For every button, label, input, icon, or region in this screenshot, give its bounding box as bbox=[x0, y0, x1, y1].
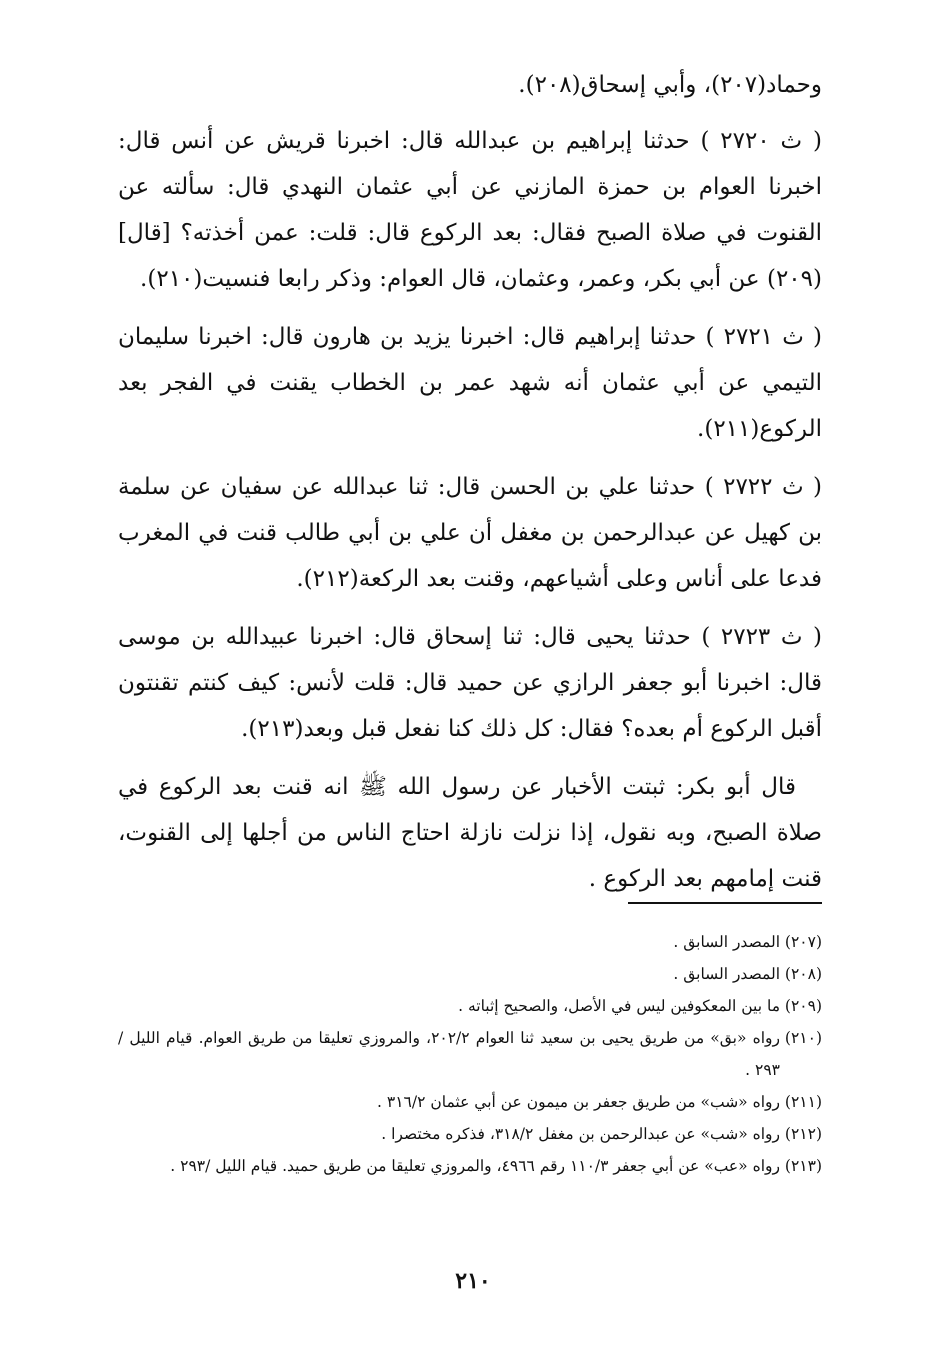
closing-paragraph: قال أبو بكر: ثبتت الأخبار عن رسول الله ﷺ انه قنت بعد الركوع في صلاة الصبح، وبه نقول، إذا نزلت نازلة احتاج الناس من أجلها إلى القنوت، قنت إمامهم بعد الركوع . bbox=[118, 774, 822, 892]
footnote-209 bbox=[118, 990, 822, 1022]
hadith-2720 bbox=[118, 118, 822, 302]
hadith-text: حدثنا إبراهيم قال: اخبرنا يزيد بن هارون قال: اخبرنا سليمان التيمي عن أبي عثمان أنه شهد عمر بن الخطاب يقنت في الفجر بعد الركوع(٢١١). bbox=[118, 324, 822, 442]
footnotes bbox=[118, 926, 822, 1182]
footnote-text: رواه «بق» من طريق يحيى بن سعيد ثنا العوام ٢٠٢/٢، والمروزي تعليقا من طريق العوام. قيام الليل /٢٩٣ . bbox=[118, 1029, 780, 1079]
footnote-number: (٢١١) bbox=[784, 1093, 822, 1111]
hadith-2723 bbox=[118, 614, 822, 752]
hadith-number: ( ث ٢٧٢٠ ) bbox=[700, 128, 822, 154]
main-text bbox=[118, 62, 822, 902]
hadith-number: ( ث ٢٧٢٢ ) bbox=[704, 474, 822, 500]
footnote-number: (٢١٣) bbox=[784, 1157, 822, 1175]
hadith-2722 bbox=[118, 464, 822, 602]
footnote-210 bbox=[118, 1022, 822, 1086]
footnote-number: (٢١٠) bbox=[784, 1029, 822, 1047]
hadith-2721 bbox=[118, 314, 822, 452]
footnote-207 bbox=[118, 926, 822, 958]
page-number: ٢١٠ bbox=[455, 1268, 491, 1294]
footnote-number: (٢٠٩) bbox=[784, 997, 822, 1015]
footnote-text: رواه «شب» من طريق جعفر بن ميمون عن أبي عثمان ٣١٦/٢ . bbox=[377, 1093, 780, 1111]
footnote-number: (٢١٢) bbox=[784, 1125, 822, 1143]
footnote-text: رواه «شب» عن عبدالرحمن بن مغفل ٣١٨/٢، فذكره مختصرا . bbox=[381, 1125, 780, 1143]
footnote-divider bbox=[628, 902, 822, 904]
hadith-number: ( ث ٢٧٢١ ) bbox=[705, 324, 822, 350]
footnote-211 bbox=[118, 1086, 822, 1118]
hadith-number: ( ث ٢٧٢٣ ) bbox=[701, 624, 822, 650]
footnote-number: (٢٠٧) bbox=[784, 933, 822, 951]
footnote-text: ما بين المعكوفين ليس في الأصل، والصحيح إثباته . bbox=[458, 997, 780, 1015]
footnote-208 bbox=[118, 958, 822, 990]
lead-line: وحماد(٢٠٧)، وأبي إسحاق(٢٠٨). bbox=[518, 72, 822, 98]
footnote-text: المصدر السابق . bbox=[673, 965, 780, 983]
footnote-213 bbox=[118, 1150, 822, 1182]
footnote-212 bbox=[118, 1118, 822, 1150]
footnote-text: المصدر السابق . bbox=[673, 933, 780, 951]
hadith-text: حدثنا إبراهيم بن عبدالله قال: اخبرنا قريش عن أنس قال: اخبرنا العوام بن حمزة المازني عن أبي عثمان النهدي قال: سألته عن القنوت في صلاة الصبح فقال: بعد الركوع قال: قلت: عمن أخذته؟ [قال](٢٠٩) عن أبي بكر، وعمر، وعثمان، قال العوام: وذكر رابعا فنسيت(٢١٠). bbox=[118, 128, 822, 292]
footnote-text: رواه «عب» عن أبي جعفر ١١٠/٣ رقم ٤٩٦٦، والمروزي تعليقا من طريق حميد. قيام الليل /٢٩٣ . bbox=[170, 1157, 780, 1175]
hadith-text: حدثنا يحيى قال: ثنا إسحاق قال: اخبرنا عبيدالله بن موسى قال: اخبرنا أبو جعفر الرازي عن حميد قال: قلت لأنس: كيف كنتم تقنتون أقبل الركوع أم بعده؟ فقال: كل ذلك كنا نفعل قبل وبعد(٢١٣). bbox=[118, 624, 822, 742]
hadith-text: حدثنا علي بن الحسن قال: ثنا عبدالله عن سفيان عن سلمة بن كهيل عن عبدالرحمن بن مغفل أن علي بن أبي طالب قنت في المغرب فدعا على أناس وعلى أشياعهم، وقنت بعد الركعة(٢١٢). bbox=[118, 474, 822, 592]
footnote-number: (٢٠٨) bbox=[784, 965, 822, 983]
